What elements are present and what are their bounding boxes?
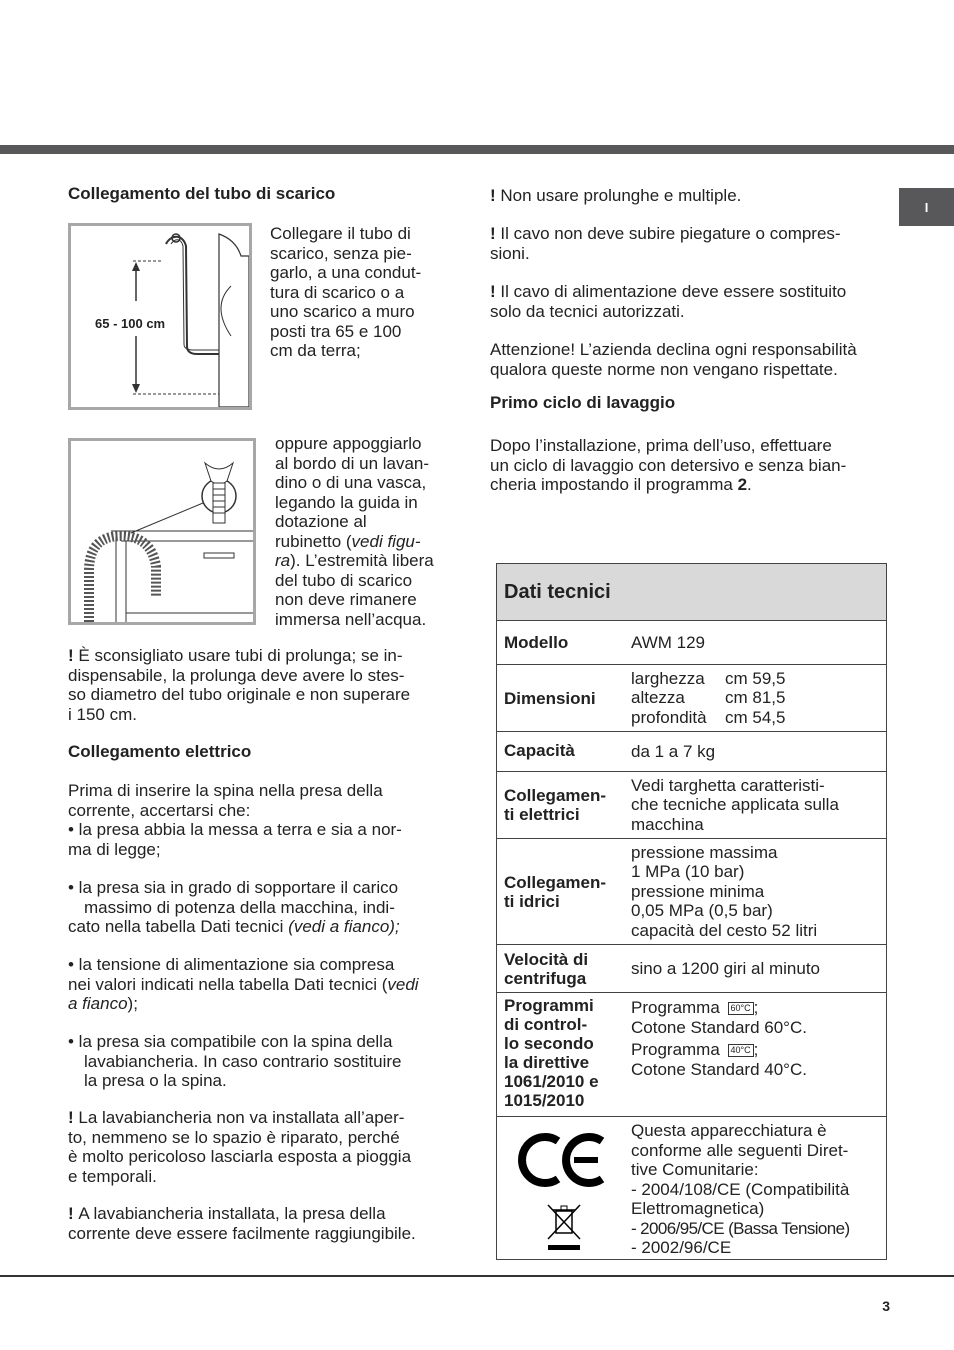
page-number: 3 [882, 1298, 890, 1314]
water-label: Collegamen- ti idrici [504, 872, 607, 911]
model-value: AWM 129 [631, 632, 706, 652]
warning-bending: ! Il cavo non deve subire piegature o compres- sioni. [490, 224, 841, 263]
electrical-intro: Prima di inserire la spina nella presa della corrente, accertarsi che: • la presa abbia la messa a terra e sia a nor- ma di legge; [68, 781, 402, 859]
electrical-value: Vedi targhetta caratteristi- che tecniche applicata sulla macchina [631, 775, 839, 834]
table-row [497, 732, 886, 772]
programs-label: Programmi di control- lo secondo la direttive 1061/2010 e 1015/2010 [504, 996, 599, 1110]
tech-data-table [496, 563, 887, 1260]
electrical-bullet-plug: • la presa sia compatibile con la spina della lavabiancheria. In caso contrario sostituire la presa o la spina. [68, 1032, 402, 1090]
cotton-60-program-icon: 60°C [728, 1002, 754, 1015]
warning-multiple: ! Non usare prolunghe e multiple. [490, 186, 742, 205]
spin-label: Velocità di centrifuga [504, 949, 589, 988]
first-cycle-text: Dopo l’installazione, prima dell’uso, effettuare un ciclo di lavaggio con detersivo e senza bian- cheria impostando il programma 2. [490, 436, 847, 494]
dimensions-value: larghezza cm 59,5 altezza cm 81,5 profondità cm 54,5 [631, 668, 786, 727]
capacity-value: da 1 a 7 kg [631, 741, 716, 761]
top-rule [0, 145, 954, 154]
attention-note: Attenzione! L’azienda declina ogni responsabilità qualora queste norme non vengano rispettate. [490, 340, 857, 379]
warning-cable-replace: ! Il cavo di alimentazione deve essere sostituito solo da tecnici autorizzati. [490, 282, 847, 321]
language-tab: I [899, 188, 954, 226]
table-row [497, 993, 886, 1117]
drain-text-1: Collegare il tubo di scarico, senza pie- garlo, a una condut- tura di scarico o a uno scarico a muro posti tra 65 e 100 cm da terra; [270, 224, 422, 360]
warning-accessible: ! A lavabiancheria installata, la presa della corrente deve essere facilmente raggiungibile. [68, 1204, 416, 1243]
table-row [497, 772, 886, 839]
sink-hose-illustration [71, 441, 253, 622]
drain-height-label: 65 - 100 cm [95, 316, 166, 331]
ce-declaration: Questa apparecchiatura è conforme alle seguenti Diret- tive Comunitarie: - 2004/108/CE (Compatibilità Elettromagnetica) - 2006/95/CE (Bassa Tensione) - 2002/96/CE [631, 1121, 850, 1257]
capacity-label: Capacità [504, 741, 575, 760]
electrical-bullet-load: • la presa sia in grado di sopportare il carico massimo di potenza della macchina, indi- cato nella tabella Dati tecnici (vedi a fianco); [68, 878, 400, 936]
bottom-rule [0, 1275, 954, 1277]
spin-value: sino a 1200 giri al minuto [631, 958, 821, 978]
electrical-label: Collegamen- ti elettrici [504, 786, 607, 824]
ce-weee-icons [514, 1121, 614, 1256]
weee-bin-icon [548, 1205, 580, 1250]
tech-table-title: Dati tecnici [497, 564, 886, 621]
drain-section-title: Collegamento del tubo di scarico [68, 184, 336, 203]
table-row [497, 839, 886, 945]
electrical-bullet-voltage: • la tensione di alimentazione sia compresa nei valori indicati nella tabella Dati tecnici (vedi a fianco); [68, 955, 419, 1013]
table-row [497, 1117, 886, 1259]
cotton-40-program-icon: 40°C [728, 1044, 754, 1057]
table-row [497, 665, 886, 732]
table-row [497, 945, 886, 993]
model-label: Modello [504, 633, 569, 652]
dimensions-label: Dimensioni [504, 688, 596, 708]
drain-text-2: oppure appoggiarlo al bordo di un lavan- dino o di una vasca, legando la guida in dotazione al rubinetto (vedi figu- ra). L’estremità libera del tubo di scarico non deve rimanere immersa nell’acqua. [275, 434, 434, 629]
table-row [497, 621, 886, 665]
sink-drain-figure [68, 438, 256, 625]
electrical-section-title: Collegamento elettrico [68, 742, 252, 761]
warning-outdoor: ! La lavabiancheria non va installata all’aper- to, nemmeno se lo spazio è riparato, perché è molto pericoloso lasciarla esposta a pioggia e temporali. [68, 1108, 412, 1186]
ce-marking [497, 1117, 631, 1259]
warning-extension: ! È sconsigliato usare tubi di prolunga; se in- dispensabile, la prolunga deve avere lo stes- so diametro del tubo originale e non superare i 150 cm. [68, 646, 411, 724]
water-value: pressione massima 1 MPa (10 bar) pressione minima 0,05 MPa (0,5 bar) capacità del cesto 52 litri [631, 842, 818, 940]
first-cycle-title: Primo ciclo di lavaggio [490, 393, 676, 412]
programs-value: Programma 60°C ; Cotone Standard 60°C. Programma 40°C ; Cotone Standard 40°C. [631, 998, 807, 1079]
